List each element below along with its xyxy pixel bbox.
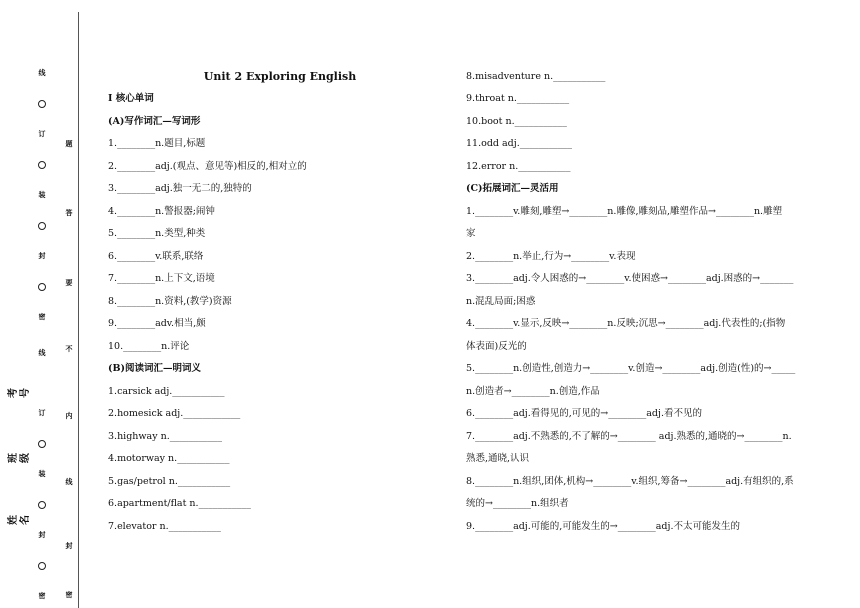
margin-char: 订 [38,129,46,138]
exercise-item: 9.________adj.可能的,可能发生的→________adj.不太可能发生的 [466,521,740,532]
exercise-item: 5.________n.类型,种类 [108,228,206,239]
exercise-item: 2.homesick adj.____________ [108,408,241,419]
exercise-item-continued: 统的→________n.组织者 [466,498,569,509]
exercise-item: 9.________adv.相当,颇 [108,318,206,329]
exercise-item: 6.apartment/flat n.___________ [108,498,251,509]
margin-char: 题 [65,139,73,148]
exercise-item-continued: 体表面)反光的 [466,341,527,352]
binding-circle [38,100,46,108]
margin-char: 线 [38,68,46,77]
binding-circle [38,440,46,448]
exercise-item: 7.________n.上下文,语境 [108,273,215,284]
subsection-heading: (B)阅读词汇—明词义 [108,363,202,374]
margin-char: 封 [65,541,73,550]
exercise-item: 12.error n.___________ [466,161,571,172]
subsection-heading: (C)拓展词汇—灵活用 [466,183,559,194]
exercise-item: 10.boot n.___________ [466,116,567,127]
unit-title: Unit 2 Exploring English [203,70,357,83]
class-label: 班级 [8,453,31,463]
exercise-item-continued: n.混乱局面;困惑 [466,296,536,307]
exercise-item: 5.________n.创造性,创造力→________v.创造→________adj.创造(性)的→_____ [466,363,796,374]
binding-circle [38,562,46,570]
margin-char: 订 [38,408,46,417]
exercise-item: 8.________n.资料,(教学)资源 [108,296,232,307]
binding-line [78,12,79,608]
binding-circle [38,501,46,509]
exercise-item: 6.________v.联系,联络 [108,251,204,262]
exercise-item: 2.________n.举止,行为→________v.表现 [466,251,636,262]
exercise-item: 1.________n.题目,标题 [108,138,206,149]
margin-char: 封 [38,251,46,260]
exercise-item: 2.________adj.(观点、意见等)相反的,相对立的 [108,161,307,172]
margin-char: 答 [65,208,73,217]
exercise-item: 8.misadventure n.___________ [466,71,606,82]
exercise-item: 11.odd adj.___________ [466,138,572,149]
margin-char: 密 [38,312,46,321]
exercise-item: 5.gas/petrol n.___________ [108,476,231,487]
exercise-item: 3.highway n.___________ [108,431,222,442]
exam-number-label: 考号 [8,388,31,398]
exercise-item: 7.________adj.不熟悉的,不了解的→________ adj.熟悉的,通晓的→________n. [466,431,792,442]
exercise-item: 4.________v.显示,反映→________n.反映;沉思→________adj.代表性的;(指物 [466,318,786,329]
binding-margin [0,0,92,608]
exercise-item: 1.carsick adj.___________ [108,386,225,397]
margin-char: 线 [38,348,46,357]
exercise-item-continued: 熟悉,通晓,认识 [466,453,530,464]
exercise-item: 8.________n.组织,团体,机构→________v.组织,筹备→________adj.有组织的,系 [466,476,794,487]
subsection-heading: (A)写作词汇—写词形 [108,116,201,127]
margin-char: 密 [38,591,46,600]
margin-char: 要 [65,278,73,287]
name-label: 姓名 [8,515,31,525]
margin-char: 内 [65,411,73,420]
exercise-item: 3.________adj.令人困惑的→________v.使困惑→________adj.困惑的→_______ [466,273,794,284]
exercise-item: 7.elevator n.___________ [108,521,221,532]
margin-char: 封 [38,530,46,539]
margin-char: 线 [65,477,73,486]
exercise-item: 3.________adj.独一无二的,独特的 [108,183,252,194]
binding-circle [38,161,46,169]
binding-circle [38,222,46,230]
exercise-item: 4.motorway n.___________ [108,453,230,464]
exercise-item-continued: 家 [466,228,476,239]
exercise-item: 6.________adj.看得见的,可见的→________adj.看不见的 [466,408,702,419]
exercise-item-continued: n.创造者→________n.创造,作品 [466,386,600,397]
margin-char: 装 [38,469,46,478]
margin-char: 装 [38,190,46,199]
exercise-item: 4.________n.警报器;闹钟 [108,206,215,217]
section-heading: Ⅰ 核心单词 [108,93,154,104]
exercise-item: 9.throat n.___________ [466,93,570,104]
exercise-item: 10.________n.评论 [108,341,190,352]
binding-circle [38,283,46,291]
exercise-item: 1.________v.雕刻,雕塑→________n.雕像,雕刻品,雕塑作品→________n.雕塑 [466,206,783,217]
margin-char: 不 [65,344,73,353]
margin-char: 密 [65,590,73,599]
